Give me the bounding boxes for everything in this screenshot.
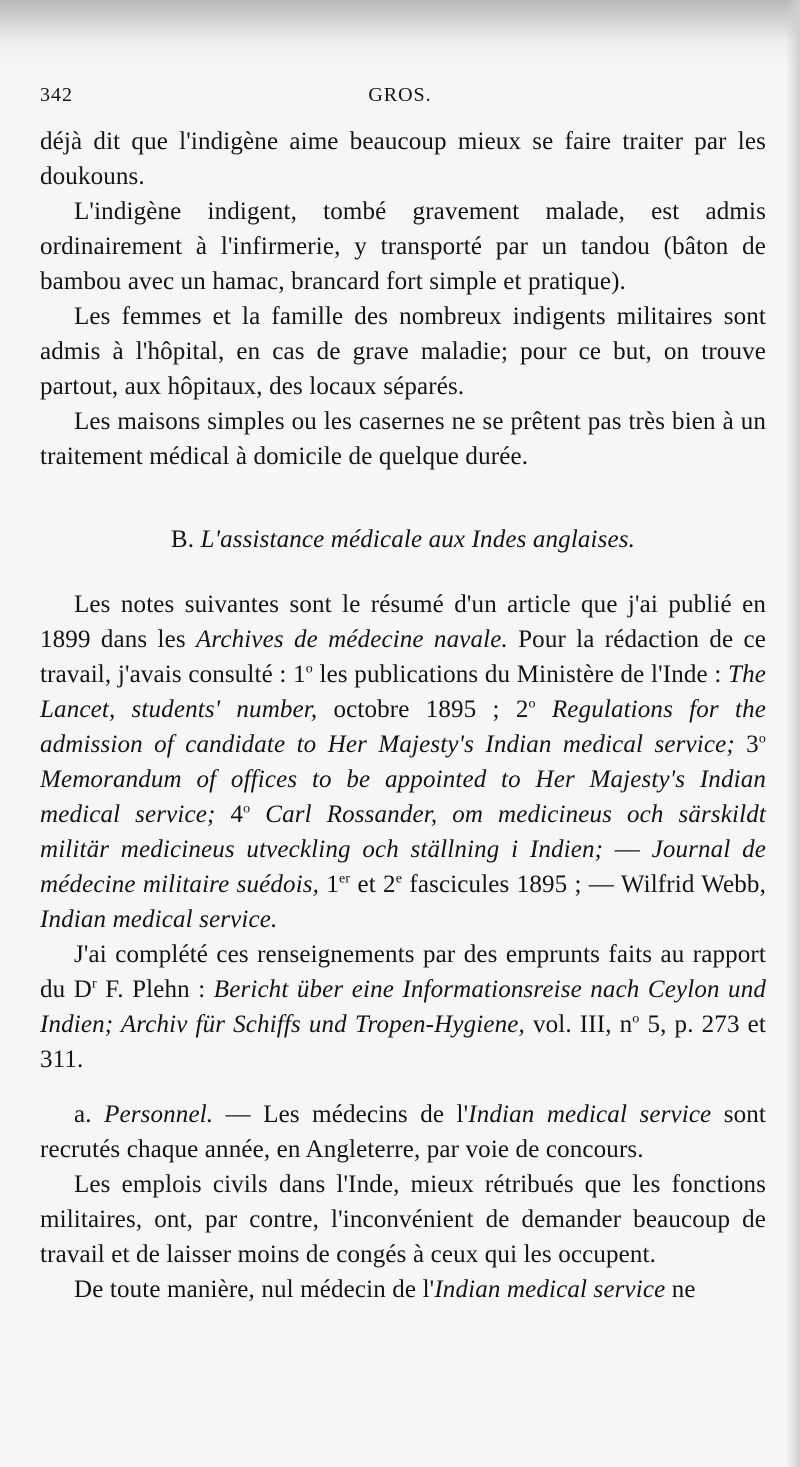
scan-top-shadow: [0, 0, 800, 70]
text-run: F. Plehn :: [96, 976, 214, 1003]
paragraph-plehn: [40, 937, 766, 1077]
text-run: Pour la rédaction de ce travail, j'avais consulté : 1: [40, 626, 766, 688]
text-run: octobre: [317, 696, 426, 723]
ordinal-mark: er: [339, 871, 351, 887]
paragraph-civil-jobs: [40, 1167, 766, 1272]
text-run: 5, p.: [639, 1011, 702, 1038]
citation-title: Indian medical service.: [40, 906, 278, 933]
text-run: De toute manière, nul médecin de l': [74, 1276, 435, 1303]
italic-term: Indian medical service: [468, 1101, 712, 1128]
text-run: fascicules: [402, 871, 517, 898]
text-run: ; — Wilfrid Webb,: [567, 871, 766, 898]
citation-title: Bericht über eine Informationsreise nach Ceylon und Indien; Archiv für Schiffs und Tropen-Hygiene,: [40, 976, 767, 1038]
paragraph-personnel: [40, 1097, 766, 1167]
section-heading: [40, 522, 766, 557]
year: 1899: [40, 626, 91, 653]
text-run: a.: [74, 1101, 105, 1128]
ordinal-mark: o: [243, 801, 251, 817]
page-ref: 311: [40, 1046, 78, 1073]
paragraph-houses: [40, 404, 766, 474]
page-ref: 273: [701, 1011, 740, 1038]
text-run: .: [77, 1046, 84, 1073]
text-run: les publications du Ministère de l'Inde :: [312, 661, 729, 688]
text-run: et 2: [350, 871, 396, 898]
citation-title: Archives de médecine navale.: [195, 626, 508, 653]
citation-title: Carl Rossander, om medicineus och särskildt militär medicineus utveckling och ställning i Indien;: [40, 801, 766, 863]
spacer: [40, 557, 766, 587]
paragraph-text: déjà dit que l'indigène aime beaucoup mieux se faire traiter par les doukouns.: [40, 128, 766, 190]
ordinal-mark: o: [305, 661, 313, 677]
text-run: sont recrutés chaque année, en Angleterre, par voie de concours.: [40, 1101, 767, 1163]
citation-title: Memorandum of offices to be appointed to Her Majesty's Indian medical service;: [40, 766, 766, 828]
paragraph-continuation: [40, 124, 766, 194]
paragraph-final: [40, 1272, 766, 1307]
ordinal-mark: r: [91, 976, 97, 992]
subsection-title: Personnel.: [104, 1101, 214, 1128]
year: 1895: [516, 871, 568, 898]
paragraph-text: Les emplois civils dans l'Inde, mieux rétribués que les fonctions militaires, ont, par contre, l'inconvénient de demander beaucoup de travail et de laisser moins de congés à ceux qui les occupent.: [40, 1171, 766, 1268]
ordinal-mark: e: [395, 871, 403, 887]
running-title: GROS.: [368, 84, 432, 106]
text-run: 4: [215, 801, 244, 828]
paragraph-text: L'indigène indigent, tombé gravement malade, est admis ordinairement à l'infirmerie, y transporté par un tandou (bâton de bambou avec un hamac, brancard fort simple et pratique).: [40, 198, 766, 295]
spacer: [40, 1077, 766, 1097]
text-run: et: [739, 1011, 766, 1038]
italic-term: Indian medical service: [434, 1276, 666, 1303]
text-run: J'ai complété ces renseignements par des emprunts faits au rapport du D: [40, 941, 766, 1003]
text-run: ; 2: [476, 696, 529, 723]
ordinal-mark: o: [758, 731, 766, 747]
text-run: — Les médecins de l': [213, 1101, 469, 1128]
scan-edge-shadow: [786, 0, 800, 1467]
year: 1895: [425, 696, 477, 723]
page-body: [40, 124, 766, 1307]
paragraph-indigent: [40, 194, 766, 299]
text-run: 1: [319, 871, 340, 898]
text-run: dans les: [90, 626, 196, 653]
citation-title: Journal de médecine militaire suédois,: [40, 836, 767, 898]
page-number: 342: [40, 84, 73, 106]
text-run: —: [603, 836, 652, 863]
section-title: L'assistance médicale aux Indes anglaises.: [200, 526, 636, 553]
page-header: [40, 84, 760, 114]
text-run: ne: [665, 1276, 696, 1303]
text-run: Les notes suivantes sont le résumé d'un article que j'ai publié en: [74, 591, 766, 618]
section-letter: B.: [170, 526, 195, 553]
paragraph-text: Les maisons simples ou les casernes ne se prêtent pas très bien à un traitement médical à domicile de quelque durée.: [40, 408, 766, 470]
paragraph-women-family: [40, 299, 766, 404]
paragraph-sources: [40, 587, 766, 937]
text-run: [250, 801, 265, 828]
ordinal-mark: o: [528, 696, 536, 712]
text-run: [536, 696, 552, 723]
text-run: 3: [734, 731, 759, 758]
text-run: vol. III, n: [524, 1011, 633, 1038]
ordinal-mark: o: [632, 1011, 640, 1027]
spacer: [40, 474, 766, 522]
citation-title: Regulations for the admission of candidate to Her Majesty's Indian medical service;: [40, 696, 766, 758]
paragraph-text: Les femmes et la famille des nombreux indigents militaires sont admis à l'hôpital, en cas de grave maladie; pour ce but, on trouve partout, aux hôpitaux, des locaux séparés.: [40, 303, 766, 400]
citation-title: The Lancet, students' number,: [40, 661, 766, 723]
